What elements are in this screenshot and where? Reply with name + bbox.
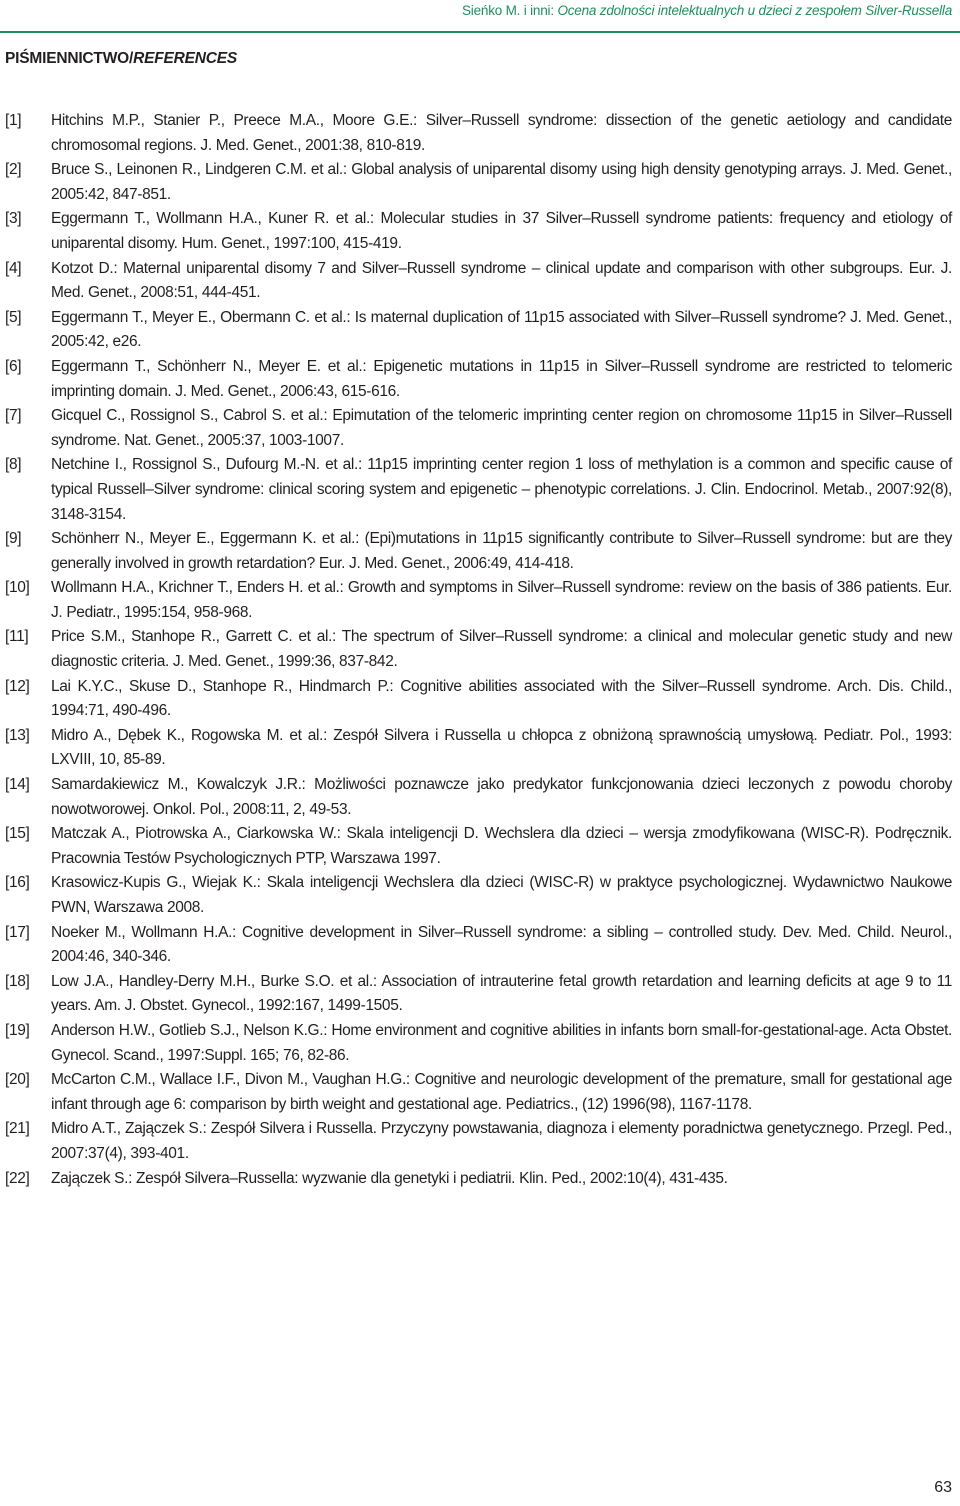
reference-text: Hitchins M.P., Stanier P., Preece M.A., Moore G.E.: Silver–Russell syndrome: dissection of the genetic aetiology and candidate chromosomal regions. J. Med. Genet., 2001:38, 810-819. [51,112,952,154]
reference-text: McCarton C.M., Wallace I.F., Divon M., Vaughan H.G.: Cognitive and neurologic development of the premature, small for gestational age infant through age 6: comparison by birth weight and gestational age. Pediatrics., (12) 1996(98), 1167-1178. [51,1071,952,1113]
reference-text: Kotzot D.: Maternal uniparental disomy 7 and Silver–Russell syndrome – clinical update and comparison with other subgroups. Eur. J. Med. Genet., 2008:51, 444-451. [51,259,952,302]
reference-item [0,724,952,773]
reference-text: Lai K.Y.C., Skuse D., Stanhope R., Hindmarch P.: Cognitive abilities associated with the Silver–Russell syndrome. Arch. Dis. Child., 1994:71, 490-496. [51,677,952,720]
reference-item [0,158,952,207]
reference-item [0,576,952,625]
page-number: 63 [934,1479,952,1496]
reference-item [0,109,952,158]
reference-text: Midro A.T., Zajączek S.: Zespół Silvera i Russella. Przyczyny powstawania, diagnoza i elementy poradnictwa genetycznego. Przegl. Ped., 2007:37(4), 393-401. [51,1120,952,1162]
reference-number: [7] [5,407,22,425]
running-header [462,3,952,18]
reference-number: [19] [5,1021,30,1039]
reference-number: [4] [5,259,22,277]
header-divider [0,31,960,33]
reference-item [0,527,952,576]
reference-item [0,822,952,871]
reference-item [0,871,952,920]
reference-item [0,921,952,970]
reference-text: Zajączek S.: Zespół Silvera–Russella: wyzwanie dla genetyki i pediatrii. Klin. Ped., 2002:10(4), 431-435. [51,1169,728,1187]
reference-number: [5] [5,308,22,326]
reference-item [0,453,952,527]
reference-text: Eggermann T., Wollmann H.A., Kuner R. et al.: Molecular studies in 37 Silver–Russell syndrome patients: frequency and etiology of uniparental disomy. Hum. Genet., 1997:100, 415-419. [51,210,952,252]
reference-text: Eggermann T., Schönherr N., Meyer E. et al.: Epigenetic mutations in 11p15 in Silver–Russell syndrome are restricted to telomeric imprinting domain. J. Med. Genet., 2006:43, 615-616. [51,357,952,400]
reference-item [0,207,952,256]
reference-number: [17] [5,923,30,941]
header-article-title: Ocena zdolności intelektualnych u dzieci z zespołem Silver-Russella [557,3,952,18]
reference-item [0,625,952,674]
reference-text: Wollmann H.A., Krichner T., Enders H. et al.: Growth and symptoms in Silver–Russell syndrome: review on the basis of 386 patients. Eur. J. Pediatr., 1995:154, 958-968. [51,579,952,621]
reference-number: [12] [5,677,30,695]
reference-number: [15] [5,825,30,843]
reference-item [0,675,952,724]
reference-item [0,1019,952,1068]
reference-number: [8] [5,456,22,474]
reference-text: Samardakiewicz M., Kowalczyk J.R.: Możliwości poznawcze jako predykator funkcjonowania dzieci leczonych z powodu choroby nowotworowej. Onkol. Pol., 2008:11, 2, 49-53. [51,776,952,818]
reference-item [0,257,952,306]
reference-text: Gicquel C., Rossignol S., Cabrol S. et al.: Epimutation of the telomeric imprinting center region on chromosome 11p15 in Silver–Russell syndrome. Nat. Genet., 2005:37, 1003-1007. [51,407,952,449]
references-heading-en: REFERENCES [133,50,238,67]
reference-number: [22] [5,1169,30,1187]
reference-text: Schönherr N., Meyer E., Eggermann K. et al.: (Epi)mutations in 11p15 significantly contribute to Silver–Russell syndrome: but are they generally involved in growth retardation? Eur. J. Med. Genet., 2006:49, 414-418. [51,530,952,572]
references-heading-pl: PIŚMIENNICTWO/ [5,50,134,67]
reference-text: Midro A., Dębek K., Rogowska M. et al.: Zespół Silvera i Russella u chłopca z obniżoną sprawnością umysłową. Pediatr. Pol., 1993: LXVIII, 10, 85-89. [51,726,952,769]
reference-number: [16] [5,874,30,892]
reference-text: Bruce S., Leinonen R., Lindgeren C.M. et al.: Global analysis of uniparental disomy using high density genotyping arrays. J. Med. Genet., 2005:42, 847-851. [51,161,952,203]
reference-item [0,404,952,453]
reference-number: [2] [5,161,22,179]
reference-text: Eggermann T., Meyer E., Obermann C. et al.: Is maternal duplication of 11p15 associated with Silver–Russell syndrome? J. Med. Genet., 2005:42, e26. [51,308,952,351]
reference-text: Price S.M., Stanhope R., Garrett C. et al.: The spectrum of Silver–Russell syndrome: a clinical and molecular genetic study and new diagnostic criteria. J. Med. Genet., 1999:36, 837-842. [51,628,952,671]
reference-item [0,970,952,1019]
reference-number: [9] [5,530,22,548]
reference-number: [14] [5,776,30,794]
references-heading [5,50,237,68]
reference-number: [20] [5,1071,30,1089]
reference-text: Netchine I., Rossignol S., Dufourg M.-N. et al.: 11p15 imprinting center region 1 loss of methylation is a common and specific cause of typical Russell–Silver syndrome: clinical scoring system and epigenetic – phenotypic correlations. J. Clin. Endocrinol. Metab., 2007:92(8), 3148-3154. [51,456,952,523]
reference-text: Anderson H.W., Gotlieb S.J., Nelson K.G.: Home environment and cognitive abilities in infants born small-for-gestational-age. Acta Obstet. Gynecol. Scand., 1997:Suppl. 165; 76, 82-86. [51,1021,952,1064]
reference-text: Noeker M., Wollmann H.A.: Cognitive development in Silver–Russell syndrome: a sibling – controlled study. Dev. Med. Child. Neurol., 2004:46, 340-346. [51,923,952,966]
reference-number: [13] [5,726,30,744]
reference-text: Matczak A., Piotrowska A., Ciarkowska W.: Skala inteligencji D. Wechslera dla dzieci – wersja zmodyfikowana (WISC-R). Podręcznik. Pracownia Testów Psychologicznych PTP, Warszawa 1997. [51,825,952,867]
reference-number: [1] [5,112,22,129]
reference-number: [6] [5,357,22,375]
reference-item [0,306,952,355]
reference-number: [18] [5,972,30,990]
reference-text: Low J.A., Handley-Derry M.H., Burke S.O. et al.: Association of intrauterine fetal growth retardation and learning deficits at age 9 to 11 years. Am. J. Obstet. Gynecol., 1992:167, 1499-1505. [51,972,952,1015]
reference-item [0,1117,952,1166]
reference-list [0,109,952,1191]
reference-number: [10] [5,579,30,597]
reference-item [0,1068,952,1117]
reference-item [0,773,952,822]
reference-number: [11] [5,628,29,646]
reference-number: [21] [5,1120,30,1138]
header-authors: Sieńko M. i inni: [462,3,558,18]
reference-text: Krasowicz-Kupis G., Wiejak K.: Skala inteligencji Wechslera dla dzieci (WISC-R) w praktyce psychologicznej. Wydawnictwo Naukowe PWN, Warszawa 2008. [51,874,952,916]
reference-number: [3] [5,210,22,228]
reference-item [0,355,952,404]
reference-item [0,1167,952,1192]
